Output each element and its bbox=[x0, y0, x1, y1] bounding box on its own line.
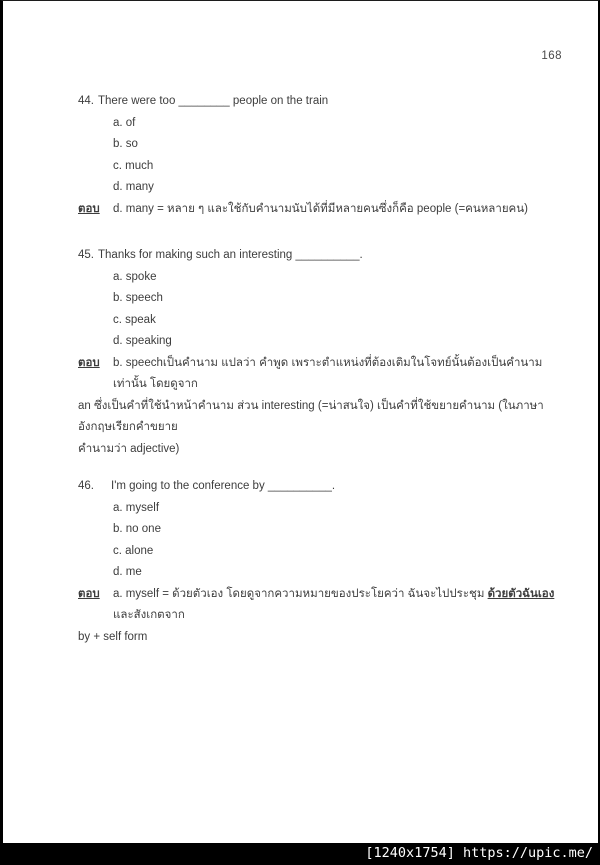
question-46-answer-text-line2: by + self form bbox=[78, 630, 148, 643]
answer-segment-suffix: และสังเกตจาก bbox=[113, 609, 185, 621]
question-45-number: 45. bbox=[78, 249, 94, 261]
question-44-choice-c: c. much bbox=[113, 159, 154, 172]
question-44-block bbox=[78, 91, 570, 220]
question-46-text: I'm going to the conference by __________. bbox=[111, 480, 336, 492]
question-44-answer-line bbox=[78, 199, 570, 221]
footer-watermark-text: [1240x1754] https://upic.me/ bbox=[365, 845, 593, 861]
question-46-choice-c: c. alone bbox=[113, 544, 154, 557]
question-46-block bbox=[78, 476, 570, 648]
answer-segment-prefix: a. myself = ด้วยตัวเอง โดยดูจากความหมายของประโยคว่า ฉันจะไปประชุม bbox=[113, 587, 488, 600]
question-44-text: There were too ________ people on the train bbox=[98, 95, 329, 107]
question-46-choice-a: a. myself bbox=[113, 501, 160, 514]
question-45-block bbox=[78, 245, 570, 460]
page-number: 168 bbox=[541, 50, 562, 62]
page-content bbox=[78, 91, 570, 648]
question-45-choice-c: c. speak bbox=[113, 313, 156, 326]
question-45-choice-a: a. spoke bbox=[113, 270, 157, 283]
question-44-choice-a: a. of bbox=[113, 116, 136, 129]
question-45-text: Thanks for making such an interesting __________. bbox=[98, 249, 363, 261]
question-44-title bbox=[78, 91, 570, 113]
question-44-choice-d: d. many bbox=[113, 181, 154, 193]
question-45-answer-text-line3: คำนามว่า adjective) bbox=[78, 442, 180, 455]
answer-label: ตอบ bbox=[78, 202, 100, 215]
question-44-answer-text: d. many = หลาย ๆ และใช้กับคำนามนับได้ที่มีหลายคนซึ่งก็คือ people (=คนหลายคน) bbox=[113, 202, 528, 215]
question-46-number: 46. bbox=[78, 480, 94, 492]
answer-label: ตอบ bbox=[78, 356, 100, 369]
answer-label: ตอบ bbox=[78, 587, 100, 600]
footer-watermark-bar bbox=[3, 843, 598, 865]
question-45-choice-b: b. speech bbox=[113, 292, 163, 304]
question-46-answer-line bbox=[78, 584, 570, 627]
question-45-answer-text-line2: an ซึ่งเป็นคำที่ใช้นำหน้าคำนาม ส่วน interesting (=น่าสนใจ) เป็นคำที่ใช้ขยายคำนาม (ในภาษาอังกฤษเรียกคำขยาย bbox=[78, 399, 544, 433]
question-44-choice-b: b. so bbox=[113, 138, 138, 150]
question-46-answer-text-line1 bbox=[113, 584, 570, 627]
question-45-title bbox=[78, 245, 570, 267]
answer-segment-underlined: ด้วยตัวฉันเอง bbox=[487, 587, 555, 600]
question-46-choice-b: b. no one bbox=[113, 523, 161, 535]
question-46-title bbox=[78, 476, 570, 498]
question-45-answer-text-line1: b. speechเป็นคำนาม แปลว่า คำพูด เพราะตำแหน่งที่ต้องเติมในโจทย์นั้นต้องเป็นคำนามเท่านั้น โดยดูจาก bbox=[113, 356, 543, 390]
question-45-answer-line bbox=[78, 353, 570, 396]
question-45-choice-d: d. speaking bbox=[113, 335, 172, 347]
question-46-choice-d: d. me bbox=[113, 566, 142, 578]
question-44-number: 44. bbox=[78, 95, 94, 107]
